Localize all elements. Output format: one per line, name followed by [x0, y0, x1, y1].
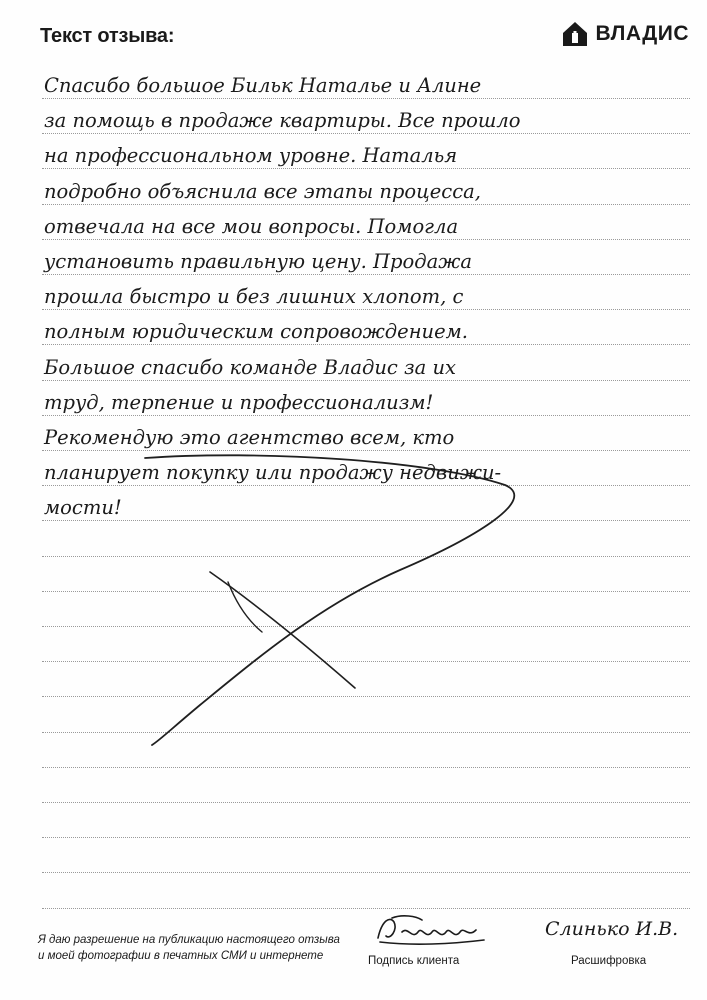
review-line: труд, терпение и профессионализм! — [44, 390, 434, 414]
review-line: за помощь в продаже квартиры. Все прошло — [44, 109, 521, 133]
decoding-value: Слинько И.В. — [545, 918, 679, 940]
review-line: Рекомендую это агентство всем, кто — [44, 426, 455, 449]
ruled-line — [42, 274, 690, 275]
review-line: прошла быстро и без лишних хлопот, с — [44, 285, 464, 309]
review-line: подробно объяснила все этапы процесса, — [44, 179, 481, 203]
ruled-line — [42, 344, 690, 345]
publication-consent — [38, 932, 340, 964]
ruled-line — [42, 133, 690, 134]
ruled-line — [42, 204, 690, 205]
ruled-line — [42, 98, 690, 99]
review-line: Спасибо большое Бильк Наталье и Алине — [44, 74, 482, 97]
ruled-line — [42, 837, 690, 838]
ruled-line — [42, 802, 690, 803]
consent-line: и моей фотографии в печатных СМИ и интернете — [38, 950, 324, 962]
review-line: мости! — [44, 496, 122, 520]
review-line: на профессиональном уровне. Наталья — [44, 144, 458, 168]
ruled-line — [42, 380, 690, 381]
ruled-line — [42, 872, 690, 873]
ruled-line — [42, 696, 690, 697]
ruled-line — [42, 485, 690, 486]
ruled-line — [42, 168, 690, 169]
ruled-line — [42, 626, 690, 627]
ruled-line — [42, 239, 690, 240]
ruled-line — [42, 556, 690, 557]
ruled-line — [42, 661, 690, 662]
signature-label: Подпись клиента — [368, 955, 460, 967]
review-line: планирует покупку или продажу недвижи- — [44, 461, 502, 485]
ruled-line — [42, 732, 690, 733]
review-line: установить правильную цену. Продажа — [44, 250, 472, 273]
review-line: Большое спасибо команде Владис за их — [44, 355, 457, 379]
ruled-line — [42, 450, 690, 451]
ruled-line — [42, 767, 690, 768]
decoding-label: Расшифровка — [571, 955, 647, 967]
ruled-line — [42, 415, 690, 416]
consent-line: Я даю разрешение на публикацию настоящего отзыва — [38, 934, 340, 946]
ruled-line — [42, 309, 690, 310]
ruled-line — [42, 520, 690, 521]
ruled-line — [42, 908, 690, 909]
client-signature — [372, 910, 492, 950]
ruled-line — [42, 591, 690, 592]
review-line: отвечала на все мои вопросы. Помогла — [44, 214, 459, 238]
page-title: Текст отзыва: — [40, 25, 175, 47]
brand-name: ВЛАДИС — [595, 22, 689, 45]
review-line: полным юридическим сопровождением. — [44, 320, 469, 344]
